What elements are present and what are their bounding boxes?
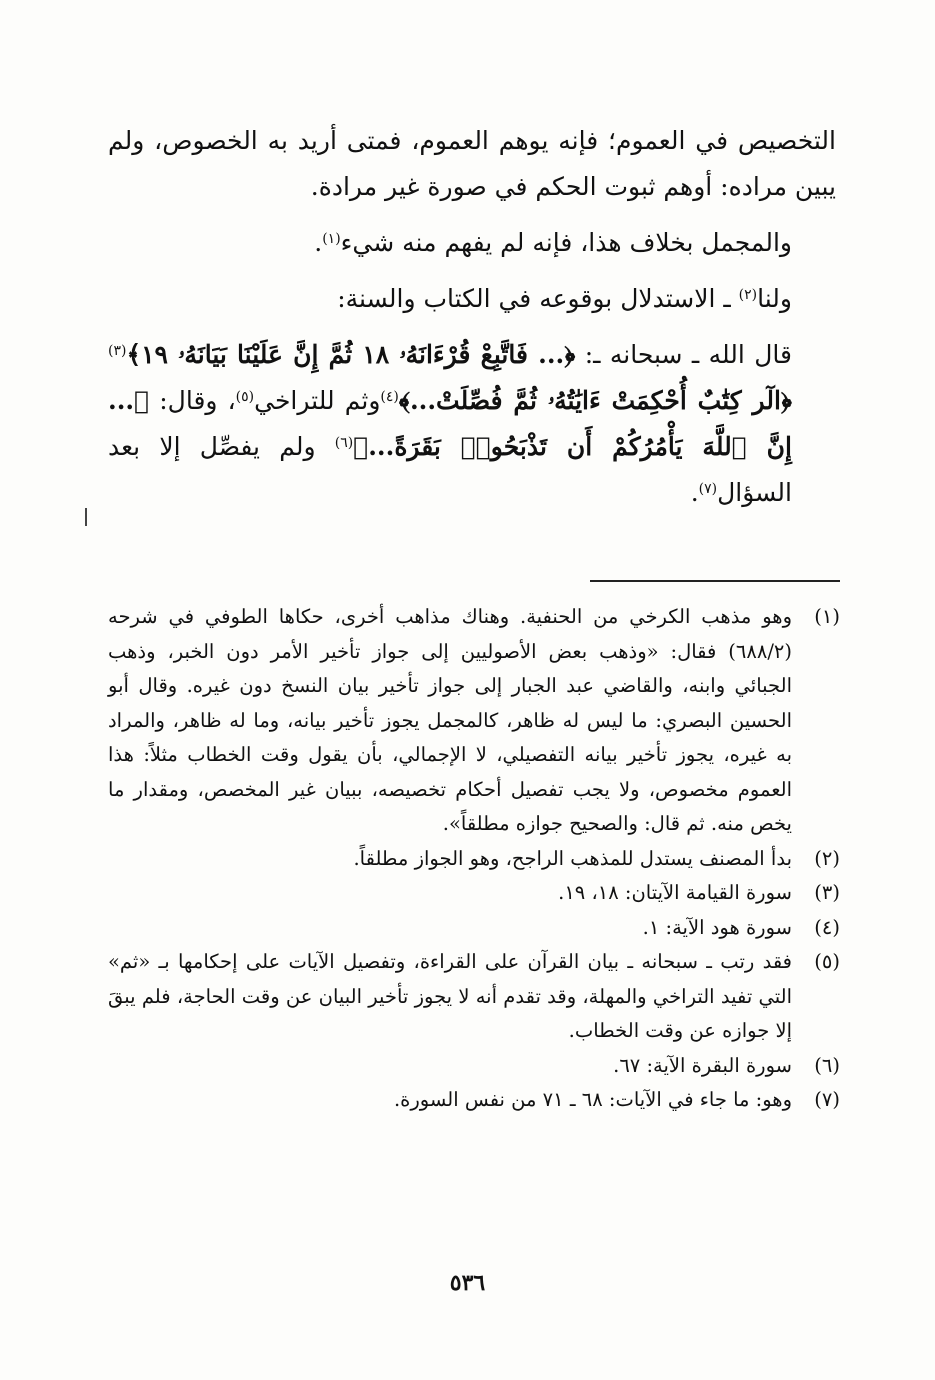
footnote-5 [108,945,840,1049]
quran-verse: ﴿... فَاتَّبِعْ قُرْءَانَهُۥ ١٨ ثُمَّ إِنَّ عَلَيْنَا بَيَانَهُۥ ١٩﴾ [126,340,576,369]
footnote-6 [108,1049,840,1084]
footnote-number: (٤) [814,915,840,939]
quran-verse: ﴿... إِنَّ ٱللَّهَ يَأْمُرُكُمْ أَن تَذْبَحُوا۟ بَقَرَةً...﴾ [108,386,792,461]
footnote-text: سورة البقرة الآية: ٦٧. [613,1053,792,1077]
footnote-number: (٧) [814,1088,840,1111]
footnote-ref[interactable]: (٥) [235,389,255,405]
page-number: ٥٣٦ [449,1270,486,1296]
footnote-2 [108,842,840,877]
footnote-3 [108,876,840,911]
footnote-divider [590,580,840,582]
footnote-text: بدأ المصنف يستدل للمذهب الراجح، وهو الجواز مطلقاً. [353,846,792,870]
footnote-text: وهو: ما جاء في الآيات: ٦٨ ـ ٧١ من نفس السورة. [393,1088,792,1111]
quran-verse: ﴿الٓر كِتَٰبٌ أُحْكِمَتْ ءَايَٰتُهُۥ ثُمَّ فُصِّلَتْ...﴾ [398,386,792,415]
footnote-ref[interactable]: (٦) [334,435,354,451]
footnote-number: (٦) [814,1053,840,1077]
footnote-ref[interactable]: (١) [322,231,341,247]
footnote-number: (٣) [814,881,840,904]
footnote-text: سورة هود الآية: ١. [642,915,792,939]
footnote-4 [108,911,840,946]
footnote-ref[interactable]: (٧) [698,481,718,497]
footnotes [108,600,840,1118]
footnote-7 [108,1083,840,1118]
footnote-text: فقد رتب ـ سبحانه ـ بيان القرآن على القراءة، وتفصيل الآيات على إحكامها بـ «ثم» التي تفيد التراخي والمهلة، وقد تقدم أنه لا يجوز تأخير البيان عن وقت الحاجة، فلم يبقَ إلا جوازه عن وقت الخطاب. [108,950,792,1042]
margin-mark [85,508,87,526]
paragraph-4: قال الله ـ سبحانه ـ: ﴿... فَاتَّبِعْ قُرْءَانَهُۥ ١٨ ثُمَّ إِنَّ عَلَيْنَا بَيَانَهُۥ ١٩﴾$^{(٣)}$ ﴿الٓر كِتَٰبٌ أُحْكِمَتْ ءَايَٰتُهُۥ ثُمَّ فُصِّلَتْ...﴾$^{(٤)}$وثم للتراخي$^{(٥)}$، وقال: ﴿... إِنَّ ٱللَّهَ يَأْمُرُكُمْ أَن تَذْبَحُوا۟ بَقَرَةً...﴾$^{(٦)}$ ولم يفصِّل إلا بعد السؤال$^{(٧)}$. [108,340,792,507]
paragraph-3: ولنا$^{(٢)}$ ـ الاستدلال بوقوعه في الكتاب والسنة: [337,284,792,313]
footnote-number: (٥) [814,950,840,973]
footnote-ref[interactable]: (٣) [108,343,127,359]
footnote-text: وهو مذهب الكرخي من الحنفية. وهناك مذاهب أخرى، حكاها الطوفي في شرحه (٦٨٨/٢) فقال: «وذهب بعض الأصوليين إلى جواز تأخير الأمر دون الخبر، وذهب الجبائي وابنه، والقاضي عبد الجبار إلى جواز تأخير بيان النسخ دون غيره. وقال أبو الحسين البصري: ما ليس له ظاهر، كالمجمل يجوز تأخير بيانه، وما له ظاهر، والمراد به غيره، يجوز تأخير بيانه التفصيلي، لا الإجمالي، بأن يقول وقت الخطاب مثلاً: هذا العموم مخصوص، ولا يجب تفصيل أحكام تخصيصه، ببيان غير المخصص، ومقدار ما يخص منه. ثم قال: والصحيح جوازه مطلقاً». [108,605,792,835]
footnote-number: (٢) [814,846,840,870]
main-text [108,118,836,516]
footnote-text: سورة القيامة الآيتان: ١٨، ١٩. [558,881,792,904]
paragraph-1: التخصيص في العموم؛ فإنه يوهم العموم، فمتى أريد به الخصوص، ولم يبين مراده: أوهم ثبوت الحكم في صورة غير مرادة. [108,126,836,201]
footnote-ref[interactable]: (٢) [738,287,758,303]
footnote-ref[interactable]: (٤) [380,389,399,405]
footnote-1 [108,600,840,842]
paragraph-2: والمجمل بخلاف هذا، فإنه لم يفهم منه شيء$^{(١)}$. [314,228,792,257]
footnote-number: (١) [814,605,840,628]
